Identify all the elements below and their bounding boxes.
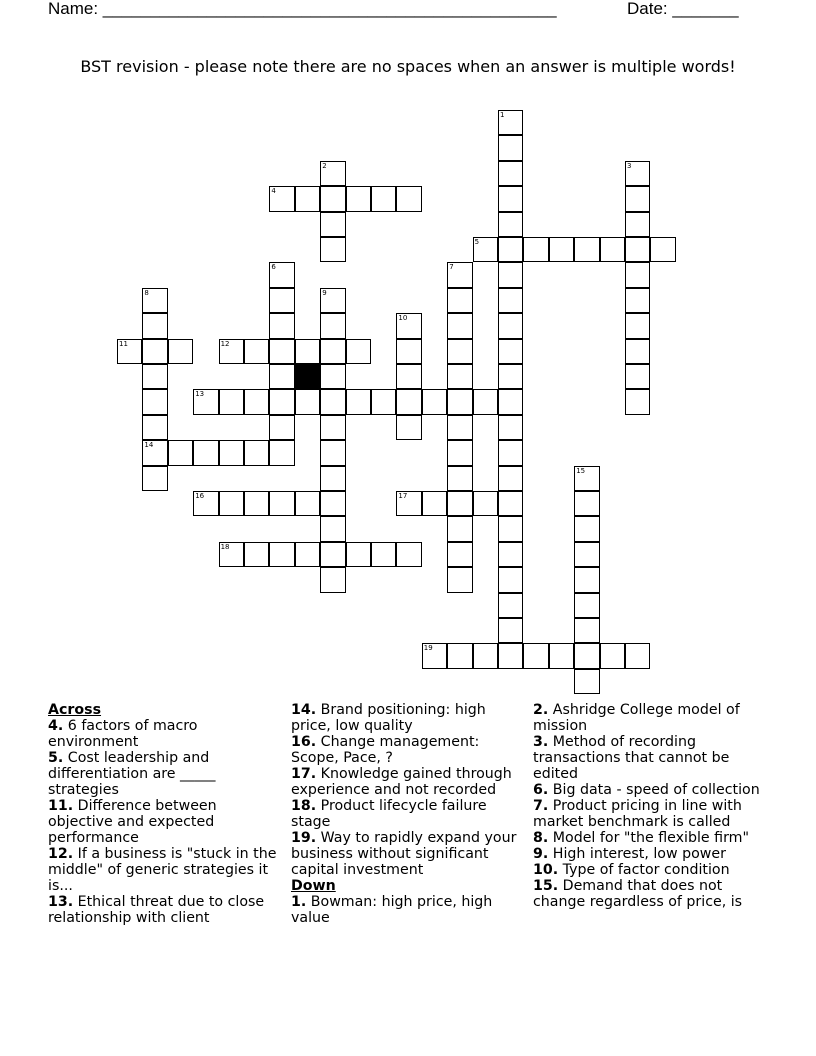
clue-text: Method of recording transactions that cannot be edited	[533, 734, 730, 782]
crossword-cell[interactable]	[447, 567, 472, 592]
clue-across-12	[48, 846, 280, 894]
crossword-cell[interactable]	[447, 415, 472, 440]
crossword-cell[interactable]	[244, 440, 269, 465]
down-heading: Down	[291, 878, 336, 894]
crossword-cell[interactable]	[396, 313, 421, 338]
crossword-cell[interactable]	[625, 339, 650, 364]
crossword-cell[interactable]	[295, 542, 320, 567]
clue-across-17	[291, 766, 523, 798]
crossword-cell[interactable]	[473, 389, 498, 414]
clue-text: Change management: Scope, Pace, ?	[291, 734, 480, 766]
crossword-cell[interactable]	[498, 618, 523, 643]
clue-across-16	[291, 734, 523, 766]
crossword-cell[interactable]	[396, 339, 421, 364]
crossword-cell[interactable]	[396, 491, 421, 516]
crossword-cell[interactable]	[244, 542, 269, 567]
crossword-cell[interactable]	[269, 339, 294, 364]
crossword-cell[interactable]	[371, 542, 396, 567]
crossword-cell[interactable]	[498, 593, 523, 618]
crossword-cell[interactable]	[396, 186, 421, 211]
clue-number: 14.	[291, 702, 317, 718]
crossword-cell[interactable]	[422, 491, 447, 516]
crossword-cell[interactable]	[269, 542, 294, 567]
crossword-cell[interactable]	[447, 364, 472, 389]
crossword-cell[interactable]	[498, 364, 523, 389]
crossword-cell[interactable]	[498, 161, 523, 186]
clue-text: High interest, low power	[552, 846, 726, 862]
crossword-cell[interactable]	[498, 567, 523, 592]
crossword-cell[interactable]	[142, 466, 167, 491]
crossword-cell[interactable]	[346, 542, 371, 567]
clue-text: Bowman: high price, high value	[291, 894, 493, 926]
crossword-cell[interactable]	[574, 516, 599, 541]
crossword-cell[interactable]	[396, 542, 421, 567]
cell-number: 6	[271, 263, 276, 272]
crossword-cell[interactable]	[498, 389, 523, 414]
crossword-cell[interactable]	[498, 212, 523, 237]
clue-column-3	[533, 702, 768, 910]
crossword-cell[interactable]	[447, 516, 472, 541]
clue-text: Model for "the flexible firm"	[552, 830, 750, 846]
clue-number: 1.	[291, 894, 307, 910]
crossword-cell[interactable]	[320, 389, 345, 414]
crossword-cell[interactable]	[574, 542, 599, 567]
clue-down-15	[533, 878, 768, 910]
clue-down-6	[533, 782, 768, 798]
crossword-cell[interactable]	[625, 288, 650, 313]
crossword-cell[interactable]	[320, 212, 345, 237]
crossword-cell[interactable]	[473, 491, 498, 516]
cell-number: 9	[322, 288, 327, 297]
crossword-cell[interactable]	[422, 389, 447, 414]
cell-number: 5	[474, 238, 480, 246]
crossword-cell[interactable]	[142, 313, 167, 338]
crossword-cell[interactable]	[117, 339, 142, 364]
crossword-cell[interactable]	[142, 288, 167, 313]
cell-number: 3	[627, 161, 632, 170]
crossword-cell[interactable]	[219, 339, 244, 364]
clue-number: 8.	[533, 830, 549, 846]
clue-down-10	[533, 862, 768, 878]
clue-text: Cost leadership and differentiation are _____ strategies	[48, 750, 216, 798]
crossword-cell[interactable]	[498, 186, 523, 211]
crossword-cell[interactable]	[269, 415, 294, 440]
cell-number: 13	[195, 390, 205, 399]
cell-number: 7	[449, 263, 454, 272]
crossword-cell[interactable]	[523, 237, 548, 262]
cell-number: 2	[322, 161, 327, 170]
clue-text: Difference between objective and expected performance	[48, 798, 217, 846]
crossword-cell[interactable]	[142, 415, 167, 440]
cell-number: 17	[398, 492, 408, 500]
crossword-cell[interactable]	[346, 339, 371, 364]
crossword-cell[interactable]	[295, 389, 320, 414]
crossword-cell[interactable]	[625, 262, 650, 287]
crossword-cell[interactable]	[320, 491, 345, 516]
clue-number: 4.	[48, 718, 64, 734]
crossword-cell[interactable]	[498, 339, 523, 364]
crossword-cell[interactable]	[269, 313, 294, 338]
crossword-cell[interactable]	[447, 288, 472, 313]
clue-number: 12.	[48, 846, 74, 862]
crossword-cell[interactable]	[295, 339, 320, 364]
clue-text: Brand positioning: high price, low quality	[291, 702, 486, 734]
crossword-cell[interactable]	[600, 643, 625, 668]
clue-number: 11.	[48, 798, 74, 814]
crossword-cell[interactable]	[574, 491, 599, 516]
cell-number: 4	[271, 187, 276, 196]
crossword-cell[interactable]	[346, 389, 371, 414]
crossword-cell[interactable]	[396, 364, 421, 389]
crossword-cell[interactable]	[625, 161, 650, 186]
crossword-cell[interactable]	[473, 237, 498, 262]
crossword-cell[interactable]	[320, 161, 345, 186]
crossword-cell[interactable]	[320, 567, 345, 592]
crossword-cell[interactable]	[320, 440, 345, 465]
crossword-cell[interactable]	[625, 186, 650, 211]
crossword-cell[interactable]	[320, 339, 345, 364]
cell-number: 10	[398, 314, 408, 323]
crossword-cell[interactable]	[625, 313, 650, 338]
clue-across-19	[291, 830, 523, 878]
crossword-cell[interactable]	[574, 643, 599, 668]
clue-number: 15.	[533, 878, 559, 894]
crossword-cell[interactable]	[625, 237, 650, 262]
clue-number: 13.	[48, 894, 74, 910]
cell-number: 11	[119, 339, 128, 348]
crossword-cell[interactable]	[447, 389, 472, 414]
crossword-cell[interactable]	[219, 440, 244, 465]
crossword-cell[interactable]	[295, 186, 320, 211]
clue-number: 10.	[533, 862, 559, 878]
crossword-cell[interactable]	[498, 288, 523, 313]
crossword-cell[interactable]	[447, 643, 472, 668]
crossword-cell[interactable]	[498, 491, 523, 516]
crossword-cell[interactable]	[498, 262, 523, 287]
clue-number: 9.	[533, 846, 549, 862]
crossword-cell[interactable]	[600, 237, 625, 262]
crossword-cell[interactable]	[193, 491, 218, 516]
crossword-cell[interactable]	[142, 339, 167, 364]
crossword-cell[interactable]	[498, 415, 523, 440]
crossword-cell[interactable]	[447, 262, 472, 287]
crossword-cell[interactable]	[396, 415, 421, 440]
page-title: BST revision - please note there are no spaces when an answer is multiple words!	[80, 57, 736, 76]
cell-number: 15	[576, 466, 586, 475]
cell-number: 8	[144, 288, 149, 297]
crossword-cell[interactable]	[295, 491, 320, 516]
crossword-cell[interactable]	[193, 389, 218, 414]
clue-down-7	[533, 798, 768, 830]
clue-number: 17.	[291, 766, 317, 782]
crossword-cell[interactable]	[447, 440, 472, 465]
clue-down-9	[533, 846, 768, 862]
clue-number: 7.	[533, 798, 549, 814]
crossword-cell[interactable]	[320, 237, 345, 262]
cell-number: 1	[500, 111, 505, 119]
crossword-cell[interactable]	[498, 110, 523, 135]
crossword-cell[interactable]	[269, 364, 294, 389]
clue-number: 16.	[291, 734, 317, 750]
clue-text: Knowledge gained through experience and not recorded	[291, 766, 512, 798]
crossword-cell[interactable]	[320, 466, 345, 491]
crossword-cell[interactable]	[574, 237, 599, 262]
crossword-cell[interactable]	[219, 491, 244, 516]
cell-number: 18	[220, 542, 230, 551]
crossword-cell[interactable]	[447, 313, 472, 338]
crossword-cell[interactable]	[320, 186, 345, 211]
crossword-cell[interactable]	[142, 440, 167, 465]
crossword-cell[interactable]	[320, 415, 345, 440]
clue-number: 5.	[48, 750, 64, 766]
across-heading: Across	[48, 702, 102, 718]
cell-number: 14	[144, 441, 154, 450]
clue-down-1	[291, 894, 523, 926]
crossword-cell[interactable]	[219, 542, 244, 567]
crossword-cell[interactable]	[269, 186, 294, 211]
clue-across-11	[48, 798, 280, 846]
crossword-cell[interactable]	[320, 313, 345, 338]
crossword-cell[interactable]	[371, 389, 396, 414]
crossword-cell[interactable]	[498, 237, 523, 262]
clue-across-4	[48, 718, 280, 750]
crossword-cell[interactable]	[498, 516, 523, 541]
crossword-cell[interactable]	[244, 389, 269, 414]
crossword-cell[interactable]	[320, 516, 345, 541]
crossword-cell[interactable]	[549, 237, 574, 262]
crossword-cell[interactable]	[422, 643, 447, 668]
clue-column-1	[48, 702, 280, 926]
clue-text: Ethical threat due to close relationship with client	[48, 894, 265, 926]
crossword-cell[interactable]	[523, 643, 548, 668]
crossword-cell[interactable]	[447, 339, 472, 364]
crossword-cell[interactable]	[320, 542, 345, 567]
crossword-cell[interactable]	[371, 186, 396, 211]
crossword-cell[interactable]	[447, 466, 472, 491]
clue-column-2	[291, 702, 523, 926]
date-field[interactable]: Date: _______	[627, 0, 739, 18]
crossword-cell[interactable]	[498, 440, 523, 465]
clue-text: Type of factor condition	[562, 862, 730, 878]
cell-number: 19	[423, 644, 433, 653]
crossword-cell[interactable]	[625, 643, 650, 668]
clue-across-14	[291, 702, 523, 734]
clue-text: 6 factors of macro environment	[48, 718, 198, 750]
crossword-cell[interactable]	[269, 262, 294, 287]
clue-across-13	[48, 894, 280, 926]
crossword-cell[interactable]	[574, 567, 599, 592]
clue-text: Product pricing in line with market benchmark is called	[533, 798, 742, 830]
crossword-cell[interactable]	[269, 389, 294, 414]
name-field[interactable]: Name: ________________________________________________	[48, 0, 557, 18]
cell-number: 16	[195, 492, 205, 500]
crossword-cell[interactable]	[625, 389, 650, 414]
crossword-cell[interactable]	[142, 389, 167, 414]
clue-text: Demand that does not change regardless of price, is	[533, 878, 743, 910]
clue-down-3	[533, 734, 768, 782]
crossword-cell[interactable]	[498, 313, 523, 338]
crossword-cell[interactable]	[473, 643, 498, 668]
cell-number: 12	[220, 339, 230, 348]
crossword-cell[interactable]	[498, 643, 523, 668]
clue-text: Big data - speed of collection	[552, 782, 760, 798]
crossword-cell[interactable]	[574, 669, 599, 694]
clue-number: 18.	[291, 798, 317, 814]
crossword-cell[interactable]	[498, 542, 523, 567]
crossword-cell[interactable]	[498, 466, 523, 491]
clue-number: 6.	[533, 782, 549, 798]
crossword-cell[interactable]	[625, 364, 650, 389]
crossword-cell[interactable]	[219, 389, 244, 414]
crossword-cell[interactable]	[574, 618, 599, 643]
crossword-cell[interactable]	[549, 643, 574, 668]
crossword-cell[interactable]	[574, 466, 599, 491]
crossword-cell[interactable]	[320, 288, 345, 313]
crossword-cell[interactable]	[168, 440, 193, 465]
clue-number: 3.	[533, 734, 549, 750]
crossword-cell[interactable]	[142, 364, 167, 389]
clue-down-2	[533, 702, 768, 734]
crossword-cell[interactable]	[498, 135, 523, 160]
crossword-cell[interactable]	[168, 339, 193, 364]
clue-text: Way to rapidly expand your business without significant capital investment	[291, 830, 517, 878]
clue-text: Ashridge College model of mission	[533, 702, 740, 734]
clue-across-5	[48, 750, 280, 798]
clue-across-18	[291, 798, 523, 830]
clue-text: If a business is "stuck in the middle" of generic strategies it is...	[48, 846, 277, 894]
crossword-cell[interactable]	[269, 491, 294, 516]
crossword-cell[interactable]	[193, 440, 218, 465]
crossword-cell[interactable]	[244, 339, 269, 364]
clue-number: 2.	[533, 702, 549, 718]
clue-number: 19.	[291, 830, 317, 846]
crossword-cell[interactable]	[396, 389, 421, 414]
crossword-cell[interactable]	[320, 364, 345, 389]
crossword-cell[interactable]	[346, 186, 371, 211]
crossword-cell[interactable]	[650, 237, 675, 262]
clue-text: Product lifecycle failure stage	[291, 798, 487, 830]
clue-down-8	[533, 830, 768, 846]
crossword-cell[interactable]	[447, 491, 472, 516]
black-square	[295, 364, 320, 389]
crossword-cell[interactable]	[574, 593, 599, 618]
crossword-cell[interactable]	[269, 288, 294, 313]
crossword-cell[interactable]	[269, 440, 294, 465]
crossword-cell[interactable]	[625, 212, 650, 237]
crossword-cell[interactable]	[244, 491, 269, 516]
crossword-cell[interactable]	[447, 542, 472, 567]
